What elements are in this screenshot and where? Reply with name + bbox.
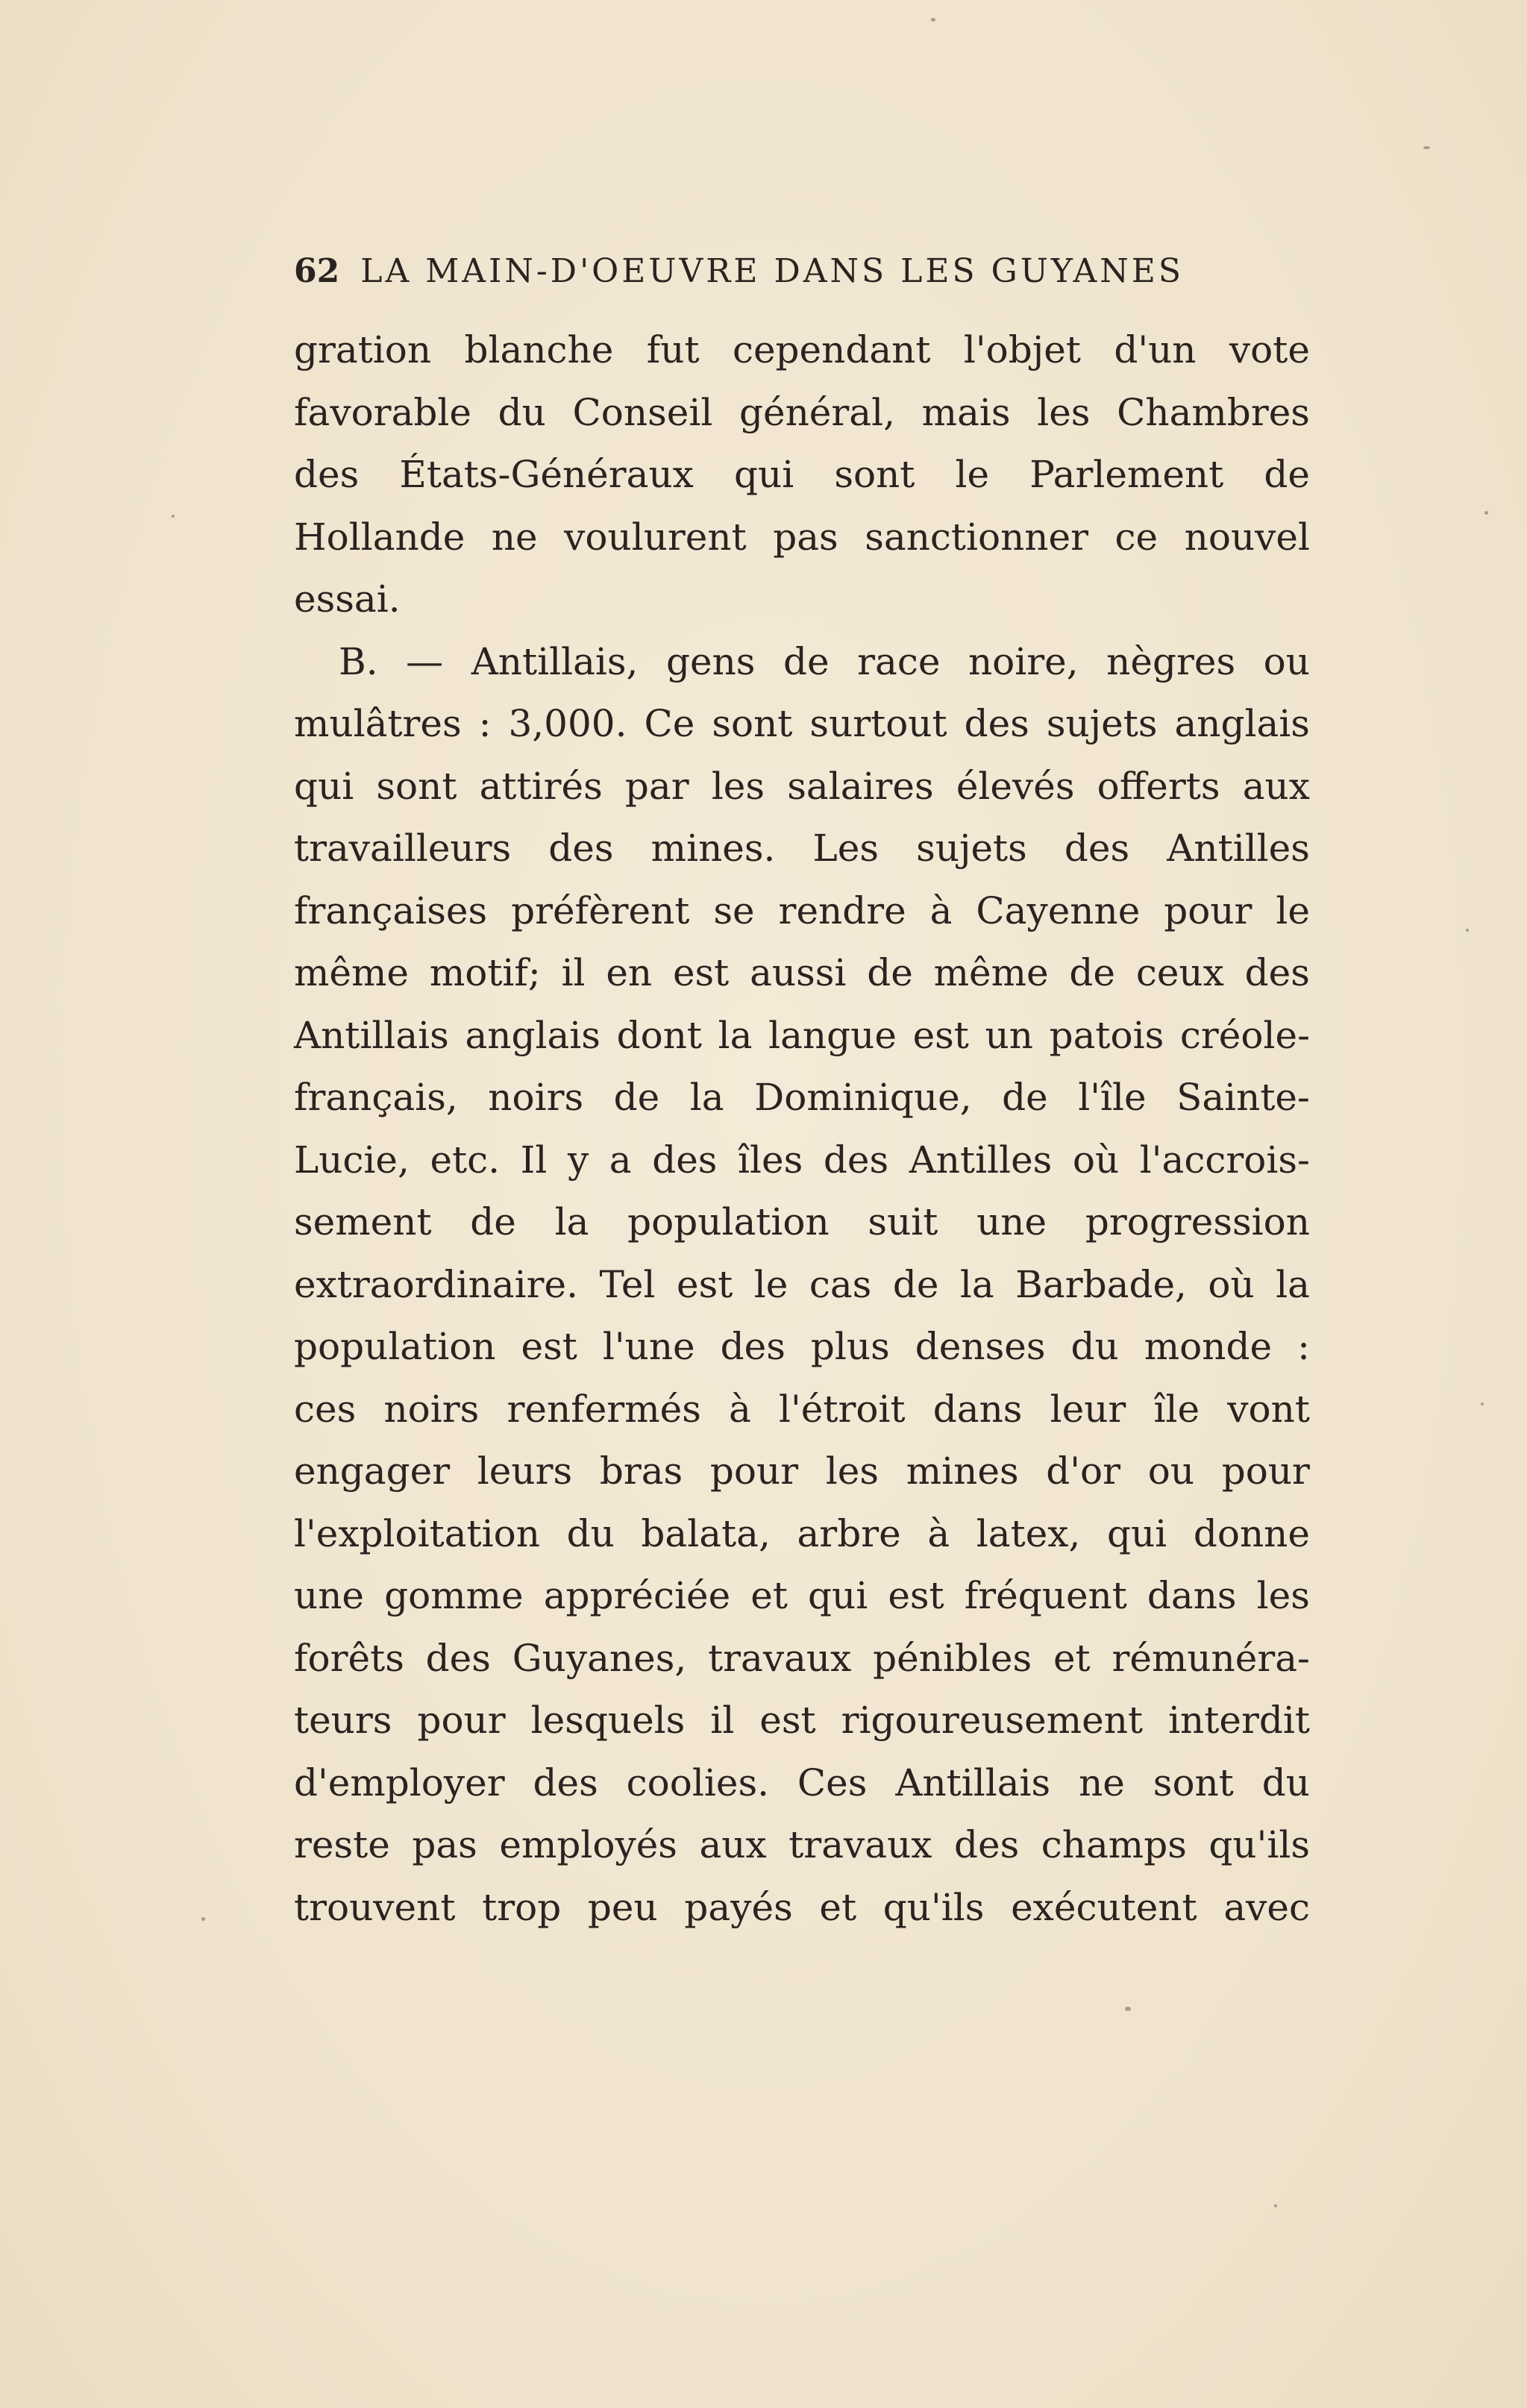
word: sont	[1153, 1760, 1234, 1805]
word: plus	[810, 1325, 890, 1368]
word: le	[1276, 888, 1310, 932]
word: race	[857, 639, 941, 683]
text-line	[294, 382, 1310, 445]
word: :	[1297, 1325, 1310, 1368]
text-line	[294, 1752, 1310, 1815]
word: anglais	[465, 1013, 601, 1057]
word: par	[624, 764, 689, 808]
word: îles	[738, 1138, 803, 1182]
word: de	[613, 1076, 660, 1119]
word: du	[1261, 1760, 1310, 1805]
text-line	[294, 1129, 1310, 1192]
word: lesquels	[530, 1699, 686, 1742]
word: les	[1256, 1574, 1310, 1617]
word: le	[753, 1262, 788, 1306]
word: est	[521, 1325, 577, 1368]
word: Lucie,	[294, 1138, 410, 1182]
text-line	[294, 1628, 1310, 1690]
word: pas	[412, 1823, 477, 1866]
text-line	[294, 1067, 1310, 1129]
word: coolies.	[626, 1760, 770, 1805]
word: des	[823, 1138, 889, 1182]
word: ceux	[1135, 951, 1224, 994]
text-line	[294, 693, 1310, 756]
word: et	[1053, 1636, 1091, 1680]
text-line	[294, 631, 1310, 694]
word: il	[710, 1699, 735, 1742]
word: Sainte-	[1176, 1076, 1310, 1119]
word: des	[964, 702, 1029, 745]
word: à	[929, 888, 953, 932]
word: de	[1002, 1076, 1048, 1119]
text-line	[294, 1503, 1310, 1566]
word: ne	[491, 515, 538, 559]
word: aux	[1242, 764, 1310, 808]
word: États-Généraux	[399, 453, 694, 496]
word: du	[498, 390, 546, 434]
word: de	[1264, 453, 1310, 496]
text-line	[294, 1440, 1310, 1503]
word: est	[888, 1574, 944, 1617]
word: est	[912, 1013, 969, 1057]
word: à	[927, 1511, 950, 1555]
word: des	[1064, 827, 1130, 870]
word: est	[676, 1262, 733, 1306]
paper-speck	[1274, 2204, 1277, 2207]
word: un	[985, 1013, 1033, 1057]
word: Barbade,	[1015, 1262, 1187, 1306]
word: :	[478, 702, 492, 745]
word: a	[609, 1138, 632, 1182]
word: et	[819, 1885, 857, 1929]
word: pas	[773, 515, 838, 559]
word: balata,	[641, 1511, 771, 1555]
word: est	[759, 1699, 816, 1742]
word: sujets	[1046, 702, 1158, 745]
word: leurs	[477, 1449, 573, 1493]
word: de	[867, 951, 913, 994]
word: de	[470, 1200, 516, 1244]
word: motif;	[429, 951, 541, 994]
word: le	[955, 453, 990, 496]
word: qui	[294, 764, 354, 808]
word: population	[294, 1325, 496, 1368]
word: —	[406, 639, 444, 683]
word: B.	[339, 639, 378, 683]
word: salaires	[787, 764, 934, 808]
word: cependant	[732, 328, 931, 371]
word: Antilles	[1167, 827, 1310, 870]
word: sanctionner	[865, 515, 1088, 559]
word: rigoureusement	[841, 1699, 1144, 1742]
word: travaux	[708, 1636, 852, 1680]
word: bras	[599, 1449, 683, 1493]
word: à	[729, 1387, 751, 1431]
word: ne	[1079, 1760, 1125, 1805]
paper-speck	[1481, 1402, 1484, 1405]
word: sont	[376, 764, 457, 808]
word: voulurent	[564, 515, 747, 559]
word: favorable	[294, 390, 471, 434]
word: dans	[1147, 1574, 1237, 1617]
text-line	[294, 1690, 1310, 1752]
word: des	[652, 1138, 718, 1182]
word: anglais	[1174, 702, 1310, 745]
word: qui	[1107, 1511, 1167, 1555]
text-line	[294, 1565, 1310, 1628]
word: sement	[294, 1200, 432, 1244]
page-number: 62	[294, 252, 340, 290]
word: la	[689, 1076, 724, 1119]
word: l'étroit	[779, 1387, 906, 1431]
paper-speck	[1125, 2007, 1131, 2011]
word: etc.	[430, 1138, 501, 1182]
word: renfermés	[507, 1387, 701, 1431]
word: mais	[921, 390, 1011, 434]
word: préfèrent	[511, 888, 690, 932]
word: ces	[294, 1387, 357, 1431]
word: trop	[482, 1885, 562, 1929]
word: des	[425, 1636, 491, 1680]
word: la	[1276, 1262, 1310, 1306]
word: dans	[932, 1387, 1023, 1431]
word: qui	[734, 453, 794, 496]
word: vont	[1227, 1387, 1310, 1431]
body-text	[294, 319, 1310, 1939]
word: Tel	[599, 1262, 656, 1306]
text-line	[294, 1191, 1310, 1254]
word: l'île	[1078, 1076, 1147, 1119]
word: Les	[812, 827, 879, 870]
word: pour	[417, 1699, 506, 1742]
word: en	[606, 951, 653, 994]
word: l'une	[602, 1325, 695, 1368]
word: se	[713, 888, 755, 932]
word: vote	[1229, 328, 1310, 371]
word: rendre	[778, 888, 906, 932]
word: arbre	[797, 1511, 901, 1555]
word: gens	[665, 639, 756, 683]
word: l'objet	[963, 328, 1081, 371]
word: une	[294, 1574, 364, 1617]
word: mulâtres	[294, 702, 462, 745]
paper-speck	[1466, 929, 1469, 932]
word: dont	[616, 1013, 703, 1057]
word: denses	[915, 1325, 1046, 1368]
word: noirs	[488, 1076, 584, 1119]
text-line	[294, 319, 1310, 382]
word: sont	[834, 453, 915, 496]
text-line	[294, 1005, 1310, 1067]
word: patois	[1049, 1013, 1164, 1057]
word: même	[294, 951, 410, 994]
word: Chambres	[1117, 390, 1310, 434]
text-line	[294, 1814, 1310, 1877]
word: noire,	[968, 639, 1079, 683]
word: Antillais	[294, 1013, 449, 1057]
word: mines.	[650, 827, 776, 870]
text-line	[294, 1877, 1310, 1940]
text-line	[294, 507, 1310, 569]
word: les	[711, 764, 765, 808]
paper-speck	[1423, 146, 1430, 149]
word: fréquent	[964, 1574, 1127, 1617]
word: nouvel	[1184, 515, 1310, 559]
word: aux	[699, 1823, 767, 1866]
word: y	[567, 1138, 589, 1182]
word: teurs	[294, 1699, 392, 1742]
word: mines	[906, 1449, 1019, 1493]
word: Cayenne	[976, 888, 1141, 932]
word: pour	[1164, 888, 1252, 932]
word: du	[1070, 1325, 1119, 1368]
text-line	[294, 1379, 1310, 1441]
word: ou	[1263, 639, 1310, 683]
word: blanche	[464, 328, 614, 371]
word: pour	[709, 1449, 799, 1493]
text-line	[294, 756, 1310, 818]
word: la	[959, 1262, 994, 1306]
text-line	[294, 942, 1310, 1005]
word: une	[976, 1200, 1047, 1244]
word: des	[548, 827, 614, 870]
word: avec	[1223, 1885, 1310, 1929]
word: surtout	[809, 702, 947, 745]
word: de	[783, 639, 830, 683]
word: des	[1244, 951, 1310, 994]
word: 3,000.	[508, 702, 627, 745]
word: forêts	[294, 1636, 404, 1680]
word: reste	[294, 1823, 390, 1866]
word: où	[1208, 1262, 1255, 1306]
word: l'accrois-	[1139, 1138, 1310, 1182]
word: de	[1069, 951, 1116, 994]
word: donne	[1193, 1511, 1310, 1555]
word: il	[561, 951, 586, 994]
word: employés	[499, 1823, 677, 1866]
word: la	[718, 1013, 753, 1057]
word: sujets	[916, 827, 1027, 870]
word: travailleurs	[294, 827, 512, 870]
paper-speck	[931, 18, 935, 22]
word: payés	[684, 1885, 793, 1929]
word: appréciée	[543, 1574, 731, 1617]
word: Hollande	[294, 515, 465, 559]
word: général,	[739, 390, 895, 434]
word: Antillais	[895, 1760, 1051, 1805]
word: offerts	[1097, 764, 1220, 808]
word: Ces	[797, 1760, 868, 1805]
word: l'exploitation	[294, 1511, 540, 1555]
word: extraordinaire.	[294, 1262, 578, 1306]
word: qui	[808, 1574, 868, 1617]
word: des	[294, 453, 360, 496]
word: ou	[1147, 1449, 1195, 1493]
word: travaux	[788, 1823, 932, 1866]
word: population	[627, 1200, 830, 1244]
word: latex,	[976, 1511, 1081, 1555]
text-line	[294, 1316, 1310, 1379]
word: pour	[1221, 1449, 1310, 1493]
word: gomme	[384, 1574, 524, 1617]
word: exécutent	[1011, 1885, 1197, 1929]
word: interdit	[1168, 1699, 1310, 1742]
text-line	[294, 818, 1310, 880]
word: attirés	[479, 764, 603, 808]
word: Conseil	[572, 390, 713, 434]
text-line	[294, 880, 1310, 943]
word: pénibles	[873, 1636, 1032, 1680]
word: Ce	[644, 702, 695, 745]
word: même	[933, 951, 1049, 994]
running-title: LA MAIN-D'OEUVRE DANS LES GUYANES	[360, 252, 1184, 290]
word: rémunéra-	[1111, 1636, 1310, 1680]
running-head	[294, 252, 1308, 297]
word: françaises	[294, 888, 488, 932]
word: d'un	[1114, 328, 1197, 371]
word: la	[554, 1200, 589, 1244]
word: Guyanes,	[512, 1636, 687, 1680]
word: créole-	[1179, 1013, 1310, 1057]
word: élevés	[956, 764, 1075, 808]
word: progression	[1085, 1200, 1310, 1244]
word: est	[672, 951, 730, 994]
text-line	[294, 1254, 1310, 1317]
word: d'or	[1046, 1449, 1121, 1493]
word: cas	[809, 1262, 872, 1306]
word: qu'ils	[1208, 1823, 1310, 1866]
word: fut	[646, 328, 700, 371]
word: d'employer	[294, 1760, 505, 1805]
word: Antillais,	[471, 639, 639, 683]
word: Antilles	[909, 1138, 1053, 1182]
word: essai.	[294, 577, 401, 621]
word: île	[1153, 1387, 1200, 1431]
text-line	[294, 568, 1310, 631]
word: où	[1072, 1138, 1120, 1182]
word: qu'ils	[882, 1885, 985, 1929]
word: peu	[587, 1885, 658, 1929]
word: Dominique,	[754, 1076, 972, 1119]
word: gration	[294, 328, 432, 371]
word: et	[750, 1574, 788, 1617]
word: Il	[520, 1138, 548, 1182]
word: leur	[1050, 1387, 1126, 1431]
word: des	[720, 1325, 786, 1368]
word: engager	[294, 1449, 451, 1493]
word: des	[954, 1823, 1020, 1866]
word: langue	[768, 1013, 897, 1057]
word: français,	[294, 1076, 458, 1119]
word: des	[533, 1760, 598, 1805]
word: du	[566, 1511, 615, 1555]
word: noirs	[383, 1387, 480, 1431]
paper-speck	[201, 1917, 205, 1921]
word: trouvent	[294, 1885, 456, 1929]
word: suit	[868, 1200, 938, 1244]
paper-speck	[172, 515, 175, 518]
word: aussi	[750, 951, 847, 994]
word: de	[892, 1262, 939, 1306]
word: sont	[712, 702, 793, 745]
paper-speck	[1484, 511, 1488, 515]
text-line	[294, 444, 1310, 507]
word: ce	[1114, 515, 1158, 559]
word: monde	[1144, 1325, 1273, 1368]
word: Parlement	[1029, 453, 1224, 496]
word: les	[1037, 390, 1091, 434]
word: champs	[1041, 1823, 1187, 1866]
word: nègres	[1106, 639, 1236, 683]
word: les	[825, 1449, 879, 1493]
